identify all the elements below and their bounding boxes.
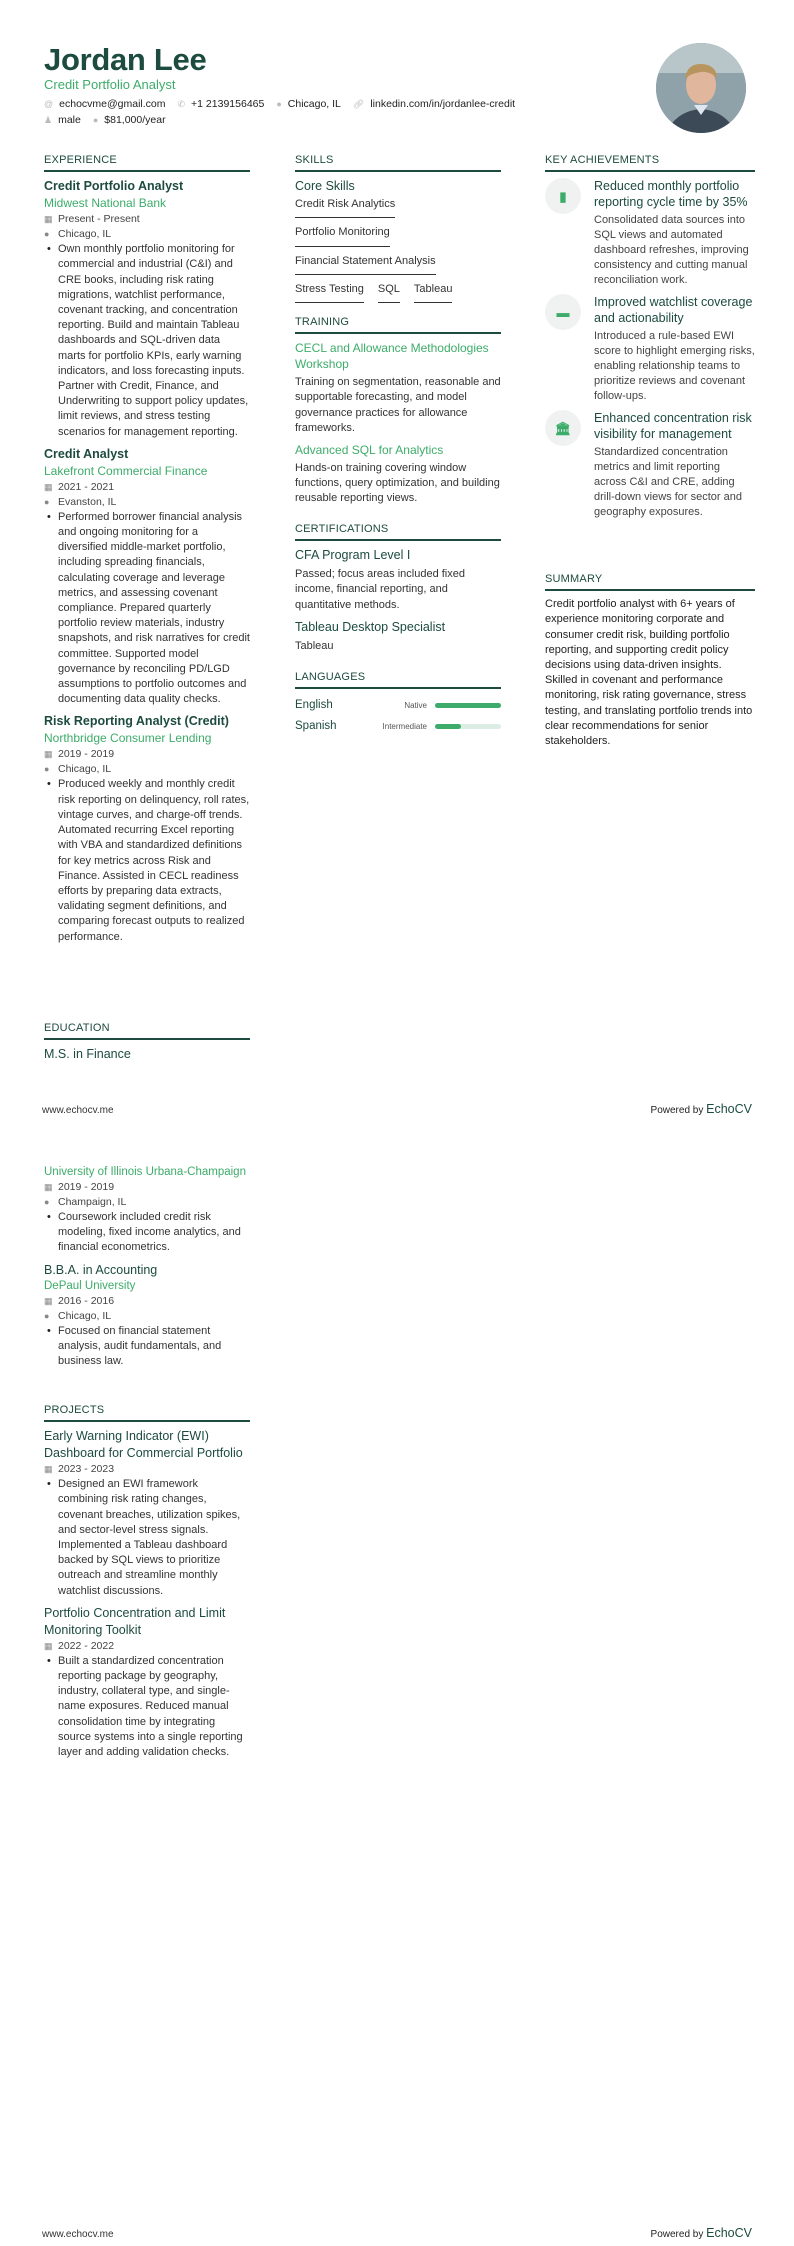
job-dates — [44, 480, 250, 495]
language-bar — [435, 703, 501, 708]
certifications-heading: CERTIFICATIONS — [295, 522, 501, 541]
project-title: Early Warning Indicator (EWI) Dashboard for Commercial Portfolio — [44, 1429, 243, 1461]
achievement-item — [545, 410, 755, 520]
calendar-icon: ▦ — [44, 1464, 53, 1475]
skill-chip: Stress Testing — [295, 282, 364, 303]
language-level: Native — [404, 701, 427, 711]
brand-logo: EchoCV — [706, 2226, 752, 2240]
footer-site-link[interactable]: www.echocv.me — [42, 1105, 114, 1116]
contact-info — [44, 98, 564, 126]
archive-icon: ▬ — [545, 294, 581, 330]
footer-site-link[interactable]: www.echocv.me — [42, 2229, 114, 2240]
school-name: DePaul University — [44, 1279, 136, 1292]
calendar-icon: ▦ — [44, 1182, 53, 1192]
experience-heading: EXPERIENCE — [44, 153, 250, 172]
calendar-icon: ▦ — [44, 749, 53, 760]
summary-heading: SUMMARY — [545, 572, 755, 591]
cert-title: Tableau Desktop Specialist — [295, 619, 446, 634]
project-dates — [44, 1639, 250, 1654]
job-company: Lakefront Commercial Finance — [44, 463, 208, 478]
training-title: Advanced SQL for Analytics — [295, 443, 444, 458]
education-section-continued — [44, 1165, 250, 1375]
edu-dates — [44, 1180, 250, 1195]
job-dates — [44, 212, 250, 227]
language-level: Intermediate — [382, 722, 427, 732]
footer-powered — [651, 1102, 752, 1116]
powered-text: Powered by — [650, 1105, 704, 1116]
experience-section — [44, 153, 250, 951]
project-entry — [44, 1428, 250, 1599]
cert-desc: Passed; focus areas included fixed income, financial reporting, and quantitative methods. — [295, 568, 465, 611]
email-text: echocvme@gmail.com — [59, 98, 166, 110]
summary-section — [545, 572, 755, 749]
location-text: Chicago, IL — [58, 1309, 112, 1322]
education-heading: EDUCATION — [44, 1021, 250, 1040]
bank-icon: 🏛︎ — [545, 410, 581, 446]
cert-desc: Tableau — [295, 639, 334, 652]
contact-gender — [44, 114, 81, 126]
job-bullet: • Performed borrower financial analysis and ongoing monitoring for a diversified middle-market portfolio, including spreading financials, calculating coverage and leverage metrics, and assessing covenant compliance. Prepared quarterly portfolio review materials, industry snapshots, and risk narratives for credit committee. Supported model governance by reconciling PD/LGD assumptions to portfolio outcomes and documenting data quality checks. — [44, 510, 250, 708]
location-icon: ● — [44, 229, 50, 240]
location-text: Chicago, IL — [58, 228, 112, 241]
edu-dates — [44, 1294, 250, 1309]
projects-section — [44, 1403, 250, 1766]
education-section — [44, 1021, 250, 1063]
location-icon: ● — [276, 99, 282, 109]
contact-salary — [93, 114, 166, 126]
project-entry — [44, 1605, 250, 1760]
achievement-desc: Standardized concentration metrics and limit reporting across C&I and CRE, adding drill-down views for sector and geography exposures. — [594, 446, 742, 519]
profile-photo — [656, 43, 746, 133]
job-dates — [44, 747, 250, 762]
project-bullet: • Built a standardized concentration reporting package by geography, industry, collateral type, and single-name exposures. Reduced manual consolidation time by integrating source systems into a single reporting layer and adding validation checks. — [44, 1654, 250, 1760]
achievement-title: Improved watchlist coverage and actionability — [594, 295, 753, 326]
candidate-name: Jordan Lee — [44, 42, 207, 77]
languages-heading: LANGUAGES — [295, 670, 501, 689]
skill-chip: Tableau — [414, 282, 453, 303]
degree-title: B.B.A. in Accounting — [44, 1262, 158, 1277]
language-bar-fill — [435, 724, 461, 729]
training-title: CECL and Allowance Methodologies Workshop — [295, 341, 489, 372]
certifications-section — [295, 522, 501, 660]
edu-bullet: • Focused on financial statement analysis, audit fundamentals, and business law. — [44, 1324, 250, 1370]
location-icon: ● — [44, 1310, 50, 1321]
job-bullet: • Own monthly portfolio monitoring for commercial and industrial (C&I) and CRE books, including risk rating migrations, watchlist performance, covenant tracking, and concentration reporting. Build and maintain Tableau dashboards and SQL-driven data marts for portfolio KPIs, early warning indicators, and loss forecasting inputs. Partner with Credit, Finance, and Underwriting to support policy updates, limit reviews, and stress testing scenarios for management reporting. — [44, 242, 250, 440]
contact-phone[interactable] — [178, 98, 265, 110]
job-title: Risk Reporting Analyst (Credit) — [44, 714, 229, 729]
language-row — [295, 716, 501, 737]
project-dates — [44, 1462, 250, 1477]
language-name: Spanish — [295, 720, 337, 733]
achievements-section — [545, 153, 755, 526]
project-title: Portfolio Concentration and Limit Monitoring Toolkit — [44, 1605, 226, 1637]
cert-title: CFA Program Level I — [295, 548, 411, 563]
training-heading: TRAINING — [295, 315, 501, 334]
link-icon: 🔗︎ — [352, 98, 365, 109]
edu-bullet: • Coursework included credit risk modeling, fixed income analytics, and financial econometrics. — [44, 1210, 250, 1256]
skill-chip: Credit Risk Analytics — [295, 197, 395, 218]
phone-text: +1 2139156465 — [191, 98, 265, 110]
achievement-title: Enhanced concentration risk visibility for management — [594, 411, 752, 442]
skills-list — [295, 197, 501, 310]
job-bullet: • Produced weekly and monthly credit risk reporting on delinquency, roll rates, vintage curves, and charge-off trends. Automated recurring Excel reporting with VBA and standardized definitions for key metrics across Risk and Finance. Assisted in CECL readiness efforts by preparing data extracts, validating segment definitions, and comparing forecast outputs to realized performance. — [44, 777, 250, 944]
training-section — [295, 315, 501, 513]
salary-icon: ● — [92, 115, 99, 125]
job-title: Credit Analyst — [44, 446, 129, 461]
language-name: English — [295, 699, 333, 712]
school-name: University of Illinois Urbana-Champaign — [44, 1166, 246, 1178]
location-icon: ● — [44, 764, 50, 775]
skill-chip: Portfolio Monitoring — [295, 225, 390, 246]
training-desc: Hands-on training covering window functions, query optimization, and building reusable reporting views. — [295, 462, 500, 505]
dates-text: 2016 - 2016 — [58, 1294, 115, 1307]
skills-group-title: Core Skills — [295, 179, 355, 194]
dates-text: 2019 - 2019 — [58, 1181, 115, 1193]
job-entry — [44, 178, 250, 440]
location-text: Evanston, IL — [58, 495, 117, 508]
education-entry — [44, 1165, 250, 1256]
job-title: Credit Portfolio Analyst — [44, 179, 184, 194]
person-icon: ♟ — [44, 114, 53, 125]
phone-icon: ✆ — [177, 98, 186, 109]
project-bullet: • Designed an EWI framework combining risk rating changes, covenant breaches, utilization spikes, and sector-level stress signals. Implemented a Tableau dashboard backed by SQL views to prioritize outreach and streamline monthly watchlist discussions. — [44, 1477, 250, 1599]
calendar-icon: ▦ — [44, 481, 53, 492]
edu-location — [44, 1195, 250, 1210]
gender-text: male — [58, 114, 81, 126]
dates-text: 2023 - 2023 — [58, 1463, 115, 1476]
skill-chip: Financial Statement Analysis — [295, 254, 436, 275]
job-location — [44, 227, 250, 242]
language-bar — [435, 724, 501, 729]
salary-text: $81,000/year — [104, 114, 166, 126]
job-location — [44, 495, 250, 510]
dates-text: 2022 - 2022 — [58, 1639, 115, 1652]
projects-heading: PROJECTS — [44, 1403, 250, 1422]
dates-text: 2021 - 2021 — [58, 480, 115, 493]
job-entry — [44, 713, 250, 944]
achievement-item — [545, 178, 755, 288]
language-bar-fill — [435, 703, 501, 708]
footer-powered — [651, 2226, 752, 2240]
languages-section — [295, 670, 501, 737]
summary-paragraph: Credit portfolio analyst with 6+ years of experience monitoring corporate and consumer credit risk, building portfolio reporting, and supporting credit policy decisions using data-driven insights. — [545, 598, 735, 672]
achievement-item — [545, 294, 755, 404]
location-text: Chicago, IL — [58, 763, 112, 776]
location-icon: ● — [44, 1197, 50, 1207]
skills-heading: SKILLS — [295, 153, 501, 172]
language-row — [295, 695, 501, 716]
calendar-icon: ▦ — [44, 1640, 53, 1651]
candidate-title: Credit Portfolio Analyst — [44, 77, 176, 92]
brand-logo: EchoCV — [706, 1102, 752, 1116]
achievement-title: Reduced monthly portfolio reporting cycle time by 35% — [594, 179, 748, 210]
linkedin-text: linkedin.com/in/jordanlee-credit — [370, 98, 516, 110]
training-desc: Training on segmentation, reasonable and supportable forecasting, and model governance practices for allowance frameworks. — [295, 376, 501, 434]
achievements-heading: KEY ACHIEVEMENTS — [545, 153, 755, 172]
calendar-icon: ▦ — [44, 214, 53, 225]
education-entry — [44, 1262, 250, 1370]
skill-chip: SQL — [378, 282, 400, 303]
contact-location — [276, 98, 341, 110]
document-icon: ▮ — [545, 178, 581, 214]
contact-email[interactable] — [44, 98, 166, 110]
edu-location — [44, 1309, 250, 1324]
location-icon: ● — [44, 496, 50, 507]
job-company: Northbridge Consumer Lending — [44, 731, 212, 746]
job-location — [44, 762, 250, 777]
at-icon: @ — [44, 99, 54, 109]
summary-paragraph: Skilled in covenant and performance monitoring, risk rating governance, stress testing, and translating portfolio trends into clear recommendations for senior stakeholders. — [545, 674, 753, 748]
calendar-icon: ▦ — [44, 1295, 53, 1306]
job-entry — [44, 446, 250, 708]
achievement-desc: Introduced a rule-based EWI score to highlight emerging risks, enabling relationship teams to prioritize reviews and covenant follow-ups. — [594, 330, 755, 403]
skills-section — [295, 153, 501, 310]
achievement-desc: Consolidated data sources into SQL views and automated dashboard refreshes, improving consistency and cutting manual reconciliation work. — [594, 214, 749, 287]
location-text: Chicago, IL — [287, 98, 341, 110]
dates-text: 2019 - 2019 — [58, 748, 115, 761]
job-company: Midwest National Bank — [44, 196, 167, 211]
degree-title: M.S. in Finance — [44, 1047, 131, 1062]
location-text: Champaign, IL — [58, 1196, 127, 1208]
contact-linkedin[interactable] — [353, 98, 515, 110]
dates-text: Present - Present — [58, 213, 140, 226]
powered-text: Powered by — [650, 2229, 704, 2240]
